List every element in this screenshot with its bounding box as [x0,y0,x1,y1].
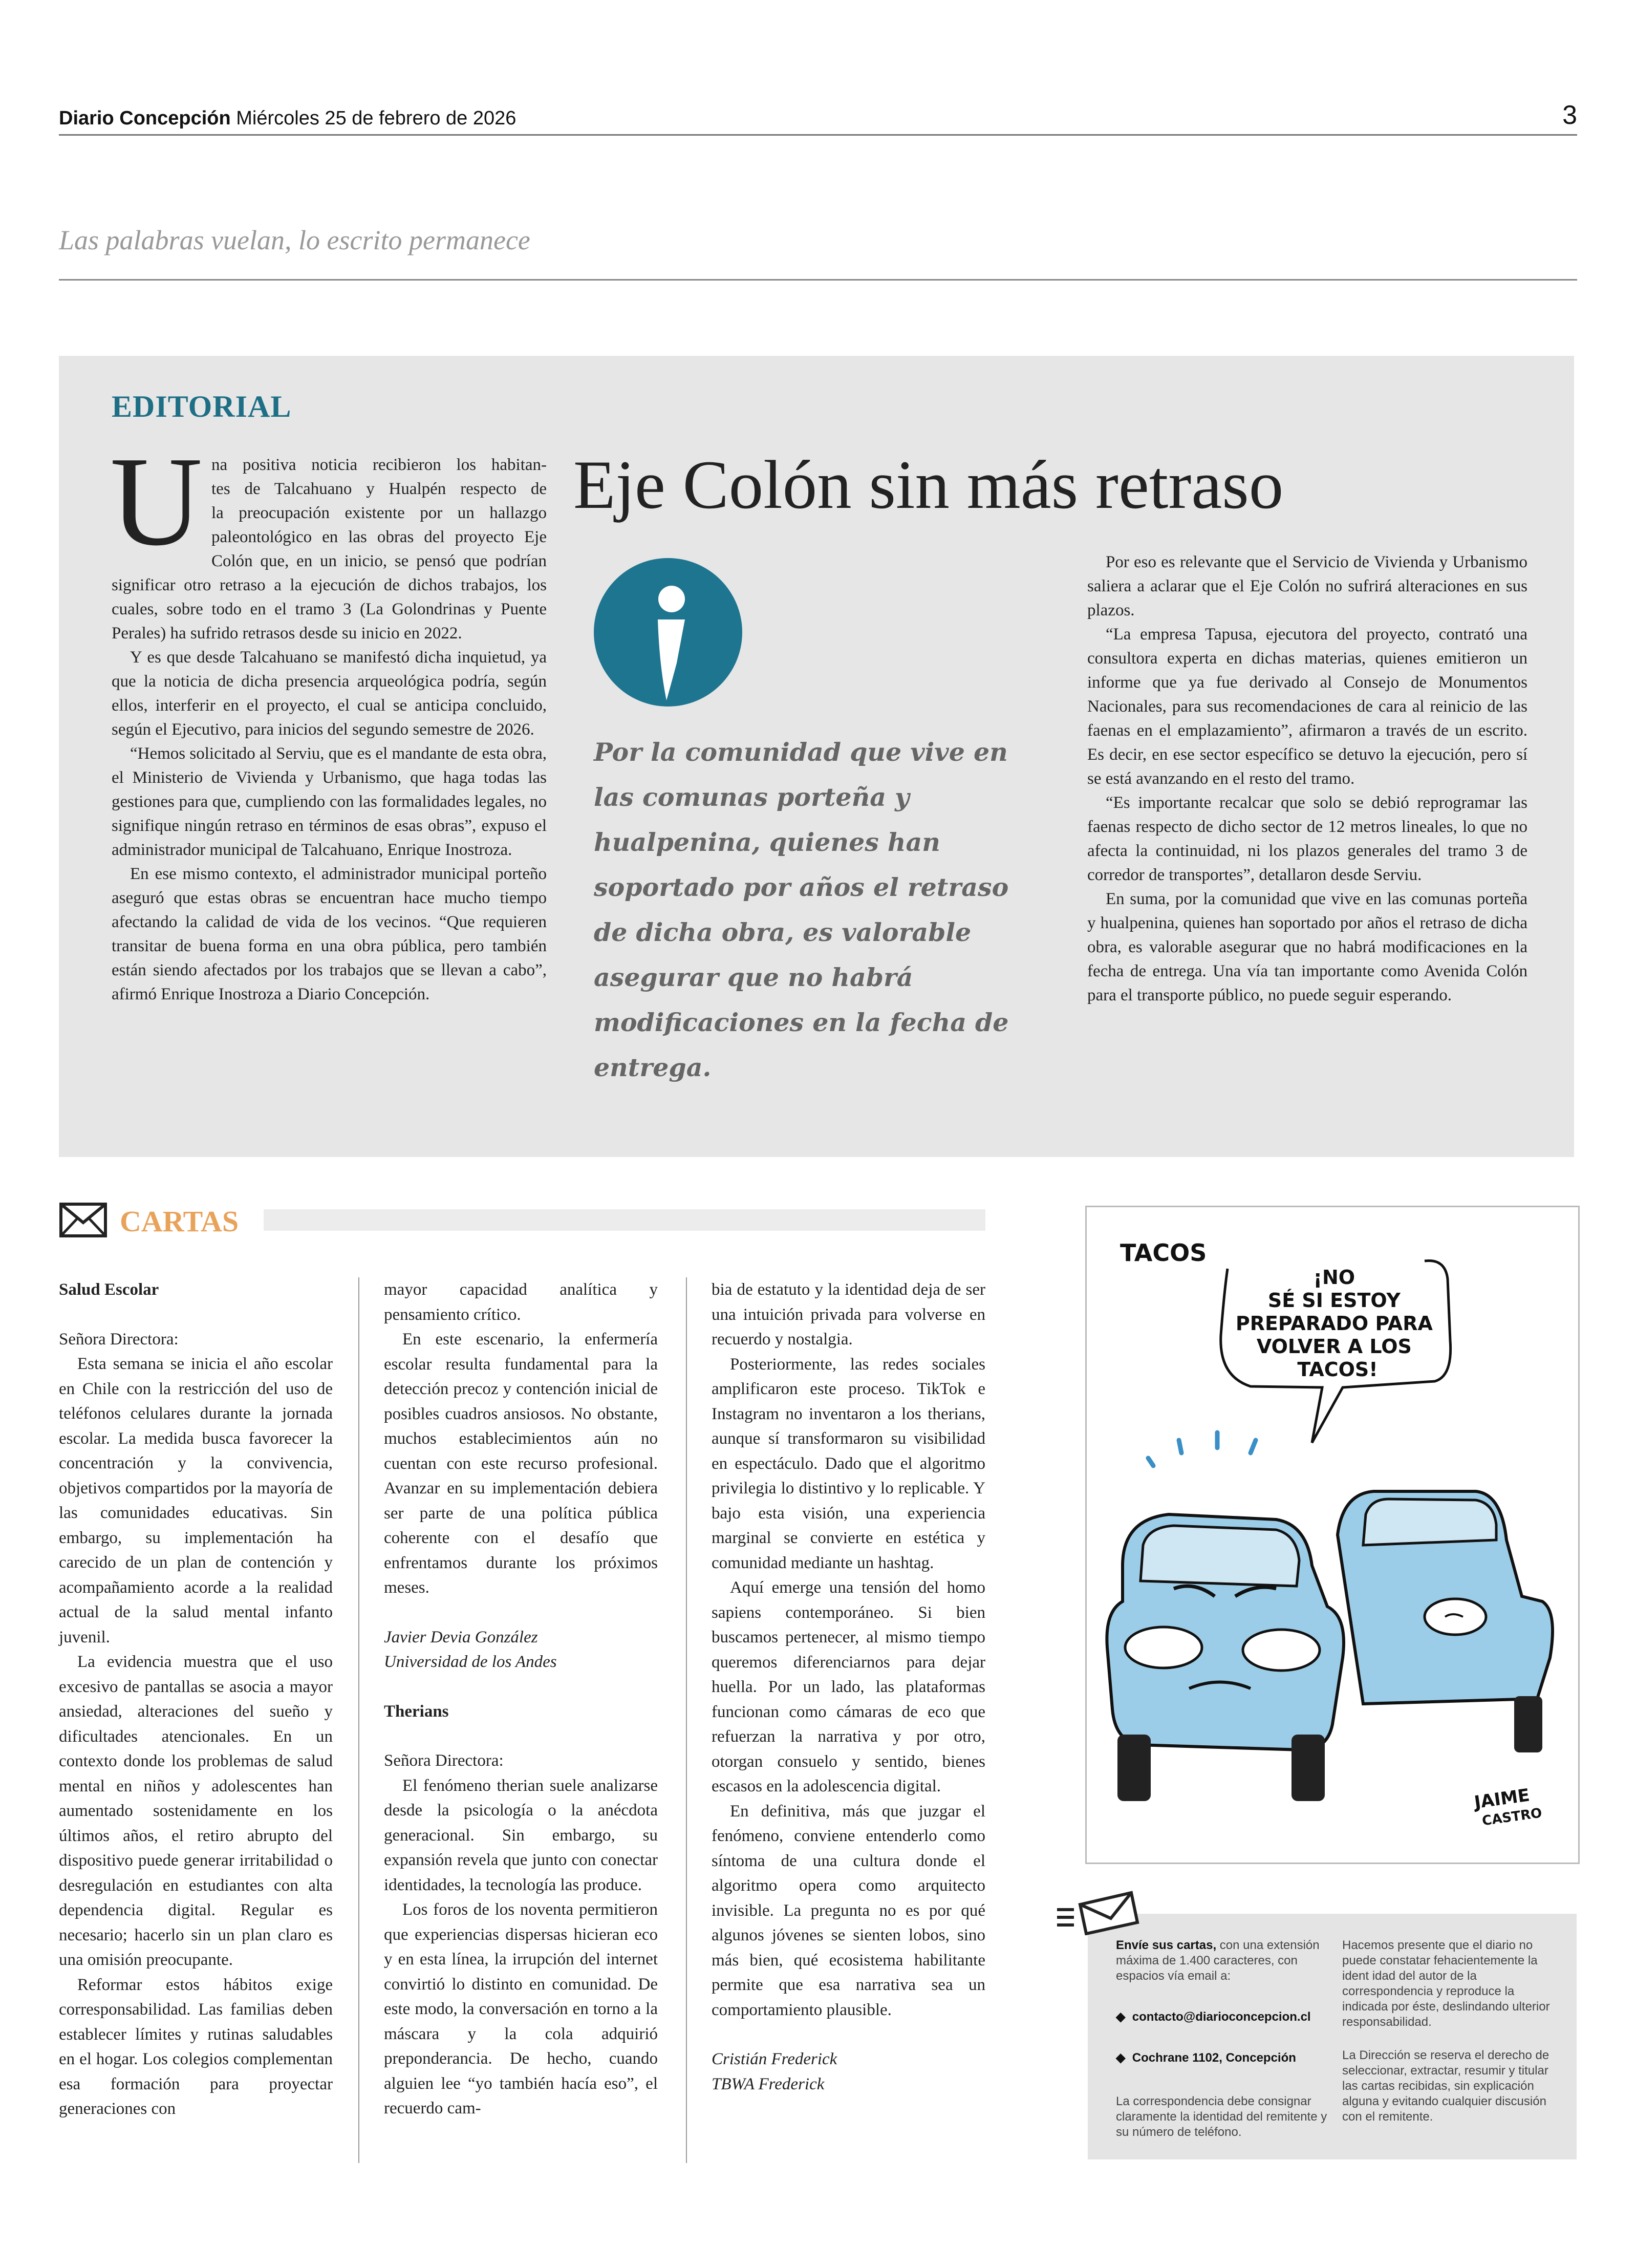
letter-title: Therians [384,1702,449,1721]
intro-line: Colón que, en un inicio, se pensó que podrían [211,552,547,570]
editorial-column-3 [1087,550,1527,1008]
paragraph: En este escenario, la enfermería escolar resulta fundamental para la detección precoz y contención inicial de posibles cuadros ansiosos. No obstante, muchos establecimientos aún no cuentan con este recurso profesional. Avanzar en su implementación debiera ser parte de una política pública coherente con el desafío que enfrentamos durante los próximos meses. [384,1330,658,1597]
envelope-icon [59,1202,107,1238]
paragraph: Posteriormente, las redes sociales amplificaron este proceso. TikTok e Instagram no inventaron a los therians, aunque sí transformaron su visibilidad en espectáculo. Dado que el algoritmo privilegia lo distintivo y lo replicable. Y bajo esta visión, una experiencia marginal se convierte en estética y comunidad mediante un hashtag. [712,1355,985,1572]
speech-line: PREPARADO PARA [1235,1312,1433,1335]
car-back [1338,1491,1553,1752]
speech-line: TACOS! [1297,1358,1378,1381]
signature-org: TBWA Frederick [712,2074,825,2093]
flying-envelope-icon [1054,1887,1142,1935]
paragraph: Reformar estos hábitos exige corresponsabilidad. Las familias deben establecer límites y rutinas saludables en el hogar. Los colegios complementan esa formación para proyectar generaciones con [59,1975,333,2118]
header-rule [59,134,1577,136]
editorial-column-1 [112,573,547,1007]
cartoon-drawing [1087,1207,1578,1863]
paragraph: Esta semana se inicia el año escolar en Chile con la restricción del uso de teléfonos celulares durante la jornada escolar. La medida busca favorecer la concentración y la convivencia, objetivos compartidos por la mayoría de las comunidades educativas. Sin embargo, su implementación ha carecido de un plan de contención y acompañamiento acorde a la realidad actual de la salud mental infanto juvenil. [59,1355,333,1646]
responsibility-note: Hacemos presente que el diario no puede constatar fehacientemente la ident idad del autor de la correspondencia y reproduce la indicada por éste, deslindando ulterior responsabilidad. [1342,1938,1550,2029]
signature-name: Javier Devia González [384,1628,538,1646]
letter-salutation: Señora Directora: [59,1330,179,1349]
paragraph: En definitiva, más que juzgar el fenómeno, conviene entenderlo como síntoma de una cultura donde el algoritmo opera como arquitecto invisible. La pregunta no es por qué algunos jóvenes se sienten lobos, sino más bien, qué ecosistema habilitante permite que esa narrativa sea un comportamiento plausible. [712,1802,985,2019]
paragraph: “Es importante recalcar que solo se debió reprogramar las faenas respecto de dicho sector de 12 metros lineales, lo que no afecta la continuidad, ni los plazos generales del tramo 3 de corredor de transportes”, detallaron desde Serviu. [1087,794,1527,884]
letter-salutation: Señora Directora: [384,1751,504,1770]
contact-email: contacto@diarioconcepcion.cl [1132,2010,1311,2024]
column-divider [358,1277,359,2163]
drop-cap: U [110,431,203,572]
send-rest: con una extensión máxima de 1.400 caracteres, con espacios vía email a: [1116,1938,1320,1983]
intro-line: na positiva noticia recibieron los habitan- [211,456,547,474]
cartas-label: CARTAS [120,1205,239,1238]
editorial-intro [211,453,547,573]
letters-column-1 [59,1277,333,2122]
intro-line: la preocupación existente por un hallazgo [211,504,547,522]
section-motto: Las palabras vuelan, lo escrito permanece [59,225,530,255]
paragraph: significar otro retraso a la ejecución de dichos trabajos, los cuales, sobre todo en el tramo 3 (La Golondrinas y Puente Perales) ha sufrido retrasos desde su inicio en 2022. [112,576,547,643]
contact-address: Cochrane 1102, Concepción [1132,2051,1296,2065]
paper-name: Diario Concepción [59,108,231,129]
speech-line: ¡NO [1313,1266,1355,1289]
speech-line: VOLVER A LOS [1256,1335,1412,1358]
paragraph: Aquí emerge una tensión del homo sapiens contemporáneo. Si bien buscamos pertenecer, al mismo tiempo queremos diferenciarnos para dejar huella. Por un lado, las plataformas funcionan como cámaras de eco que refuerzan la narrativa y por otro, otorgan consuelo y sentido, bienes escasos en la adolescencia digital. [712,1578,985,1795]
paragraph: Y es que desde Talcahuano se manifestó dicha inquietud, ya que la noticia de dicha presencia arqueológica podría, según ellos, interferir en el proyecto, el cual se anticipa concluido, según el Ejecutivo, para inicios del segundo semestre de 2026. [112,648,547,739]
paragraph: “La empresa Tapusa, ejecutora del proyecto, contrató una consultora experta en dichas materias, quienes emitieron un informe que ya fue derivado al Consejo de Monumentos Nacionales, para sus recomendaciones de cara al reinicio de las faenas en el emplazamiento”, afirmaron a través de un escrito. Es decir, en ese sector específico se detuvo la ejecución, pero sí se está avanzando en el resto del tramo. [1087,625,1527,788]
intro-line: paleontológico en las obras del proyecto Eje [211,528,547,546]
cartoon-caption: TACOS [1120,1239,1207,1267]
cartoon [1085,1206,1580,1864]
speech-text [1236,1266,1439,1381]
paragraph: En ese mismo contexto, el administrador municipal porteño aseguró que estas obras se encuentran hace mucho tiempo afectando la calidad de vida de los vecinos. “Que requieren transitar de buena forma en una obra pública, pero también están siendo afectados por los trabajos que se llevan a cabo”, afirmó Enrique Inostroza a Diario Concepción. [112,865,547,1003]
paragraph: “Hemos solicitado al Serviu, que es el mandante de esta obra, el Ministerio de Vivienda y Urbanismo, que haga todas las gestiones para que, cumpliendo con las formalidades legales, no signifique ningún retraso en términos de esas obras”, expuso el administrador municipal de Talcahuano, Enrique Inostroza. [112,744,547,859]
editorial-rights-note: La Dirección se reserva el derecho de seleccionar, extractar, resumir y titular las cartas recibidas, sin explicación alguna y evitando cualquier discusión con el remitente. [1342,2048,1549,2124]
letters-column-3 [712,1277,985,2096]
paragraph: mayor capacidad analítica y pensamiento crítico. [384,1280,658,1324]
paragraph: En suma, por la comunidad que vive en las comunas porteña y hualpenina, quienes han soportado por años el retraso de dicha obra, es valorable asegurar que no habrá modificaciones en la fecha de entrega. Una vía tan importante como Avenida Colón para el transporte público, no puede seguir esperando. [1087,890,1527,1004]
paragraph: bia de estatuto y la identidad deja de ser una intuición privada para volverse en recuerdo y nostalgia. [712,1280,985,1349]
address-line: ◆ Cochrane 1102, Concepción [1116,2051,1296,2065]
masthead [59,108,516,130]
info-icon [594,558,742,707]
car-front [1107,1514,1344,1801]
signature-name: Cristián Frederick [712,2050,837,2068]
paragraph: El fenómeno therian suele analizarse desde la psicología o la anécdota generacional. Sin embargo, su expansión revela que junto con conectar identidades, la tecnología las produce. [384,1776,658,1894]
signature-org: Universidad de los Andes [384,1653,557,1671]
editorial-title: Eje Colón sin más retraso [573,447,1284,523]
cartoonist-signature-bottom: CASTRO [1481,1805,1543,1829]
intro-line: tes de Talcahuano y Hualpén respecto de [211,480,547,498]
identity-note: La correspondencia debe consignar claramente la identidad del remitente y su número de teléfono. [1116,2094,1327,2139]
motto-rule [59,279,1577,281]
letters-column-2 [384,1277,658,2121]
speech-line: SÉ SI ESTOY [1267,1289,1401,1312]
editorial-label: EDITORIAL [112,390,292,423]
column-divider [686,1277,687,2163]
page-number: 3 [1562,100,1577,130]
letter-title: Salud Escolar [59,1280,159,1299]
paragraph: Los foros de los noventa permitieron que experiencias dispersas hicieran eco y en esta línea, la irrupción del internet convirtió lo distinto en comunidad. De este modo, la conversación en torno a la máscara y la cola adquirió preponderancia. De hecho, cuando alguien lee “yo también hacía eso”, el recuerdo cam- [384,1900,658,2117]
paragraph: La evidencia muestra que el uso excesivo de pantallas se asocia a mayor ansiedad, alteraciones del sueño y dificultades atencionales. En un contexto donde los problemas de salud mental en niños y adolescentes han aumentado sostenidamente en los últimos años, el retiro abrupto del dispositivo puede generar irritabilidad o desregulación en estudiantes con alta dependencia digital. Regular es necesario; hacerlo sin un plan claro es una omisión preocupante. [59,1653,333,1969]
issue-date: Miércoles 25 de febrero de 2026 [236,108,516,129]
send-bold: Envíe sus cartas, [1116,1938,1217,1952]
email-line: ◆ contacto@diarioconcepcion.cl [1116,2010,1311,2024]
cartoonist-signature-top: JAIME [1473,1785,1531,1813]
pull-quote: Por la comunidad que vive en las comunas porteña y hualpenina, quienes han soportado por años el retraso de dicha obra, es valorable asegurar que no habrá modificaciones en la fecha de entrega. [594,737,1009,1082]
cartas-header-bar [264,1209,985,1231]
send-instructions [1116,1938,1331,1984]
paragraph: Por eso es relevante que el Servicio de Vivienda y Urbanismo saliera a aclarar que el Eje Colón no sufrirá alteraciones en sus plazos. [1087,553,1527,619]
